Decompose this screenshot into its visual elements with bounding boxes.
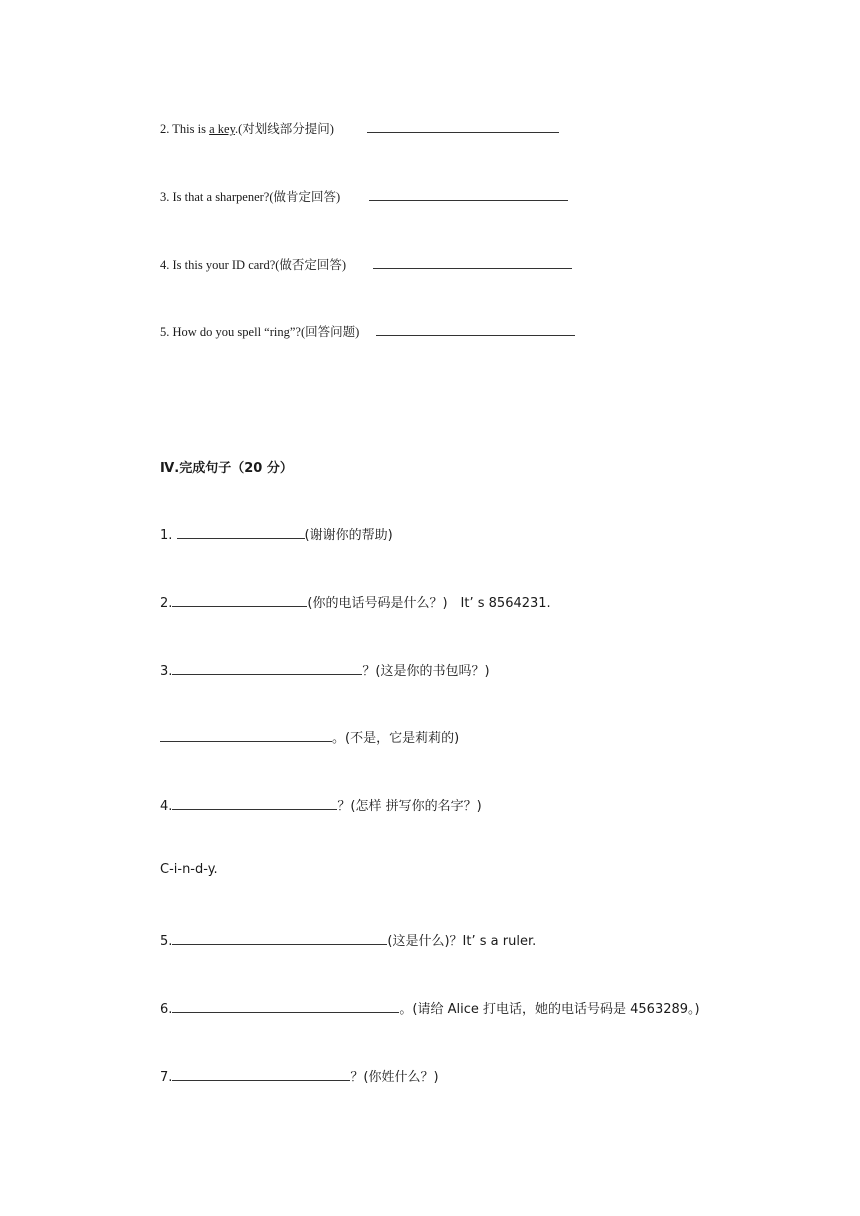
section-title xyxy=(160,457,293,476)
sentence-blank-2[interactable] xyxy=(172,594,307,607)
sentence-blank-4[interactable] xyxy=(172,797,337,810)
question-2-prefix: 2. This is xyxy=(160,122,210,136)
sentence-blank-6[interactable] xyxy=(172,1000,399,1013)
question-3-text: 3. Is that a sharpener?(做肯定回答) xyxy=(160,190,341,204)
sentence-3-answer-hint: 。(不是，它是莉莉的) xyxy=(332,731,460,746)
answer-blank-3[interactable] xyxy=(369,188,568,201)
sentence-4-answer xyxy=(160,862,218,877)
section-title-score: 20 xyxy=(244,461,263,476)
sentence-1-number: 1. xyxy=(160,528,177,543)
sentence-3-hint: ？(这是你的书包吗？) xyxy=(362,664,490,679)
sentence-6-hint: 。(请给 Alice 打电话，她的电话号码是 4563289。) xyxy=(399,1002,700,1017)
question-4 xyxy=(160,255,572,273)
sentence-blank-1[interactable] xyxy=(177,526,305,539)
question-2 xyxy=(160,119,559,137)
sentence-blank-5[interactable] xyxy=(172,932,387,945)
sentence-5 xyxy=(160,930,536,949)
answer-blank-2[interactable] xyxy=(367,120,559,133)
section-title-suffix: 分） xyxy=(262,461,293,476)
answer-blank-4[interactable] xyxy=(373,256,572,269)
question-2-underlined: a key xyxy=(209,122,236,136)
question-5-text: 5. How do you spell “ring”?(回答问题) xyxy=(160,325,360,339)
sentence-2 xyxy=(160,592,551,611)
sentence-7 xyxy=(160,1066,439,1085)
sentence-2-hint: (你的电话号码是什么？) It’ s 8564231. xyxy=(307,596,551,611)
sentence-5-hint: (这是什么)？It’ s a ruler. xyxy=(387,934,537,949)
question-2-suffix: .(对划线部分提问) xyxy=(235,122,334,136)
sentence-4-answer-text: C-i-n-d-y. xyxy=(160,862,218,877)
sentence-6-number: 6. xyxy=(160,1002,173,1017)
question-4-text: 4. Is this your ID card?(做否定回答) xyxy=(160,258,347,272)
sentence-3-answer xyxy=(160,727,459,746)
question-5 xyxy=(160,322,575,340)
sentence-3-number: 3. xyxy=(160,664,173,679)
sentence-1-hint: (谢谢你的帮助) xyxy=(304,528,393,543)
sentence-blank-3[interactable] xyxy=(172,662,362,675)
sentence-6 xyxy=(160,998,700,1017)
sentence-4 xyxy=(160,795,482,814)
sentence-3 xyxy=(160,660,490,679)
sentence-7-hint: ？(你姓什么？) xyxy=(350,1070,439,1085)
sentence-blank-7[interactable] xyxy=(172,1068,350,1081)
section-title-prefix: Ⅳ.完成句子（ xyxy=(160,461,245,476)
sentence-4-hint: ？(怎样 拼写你的名字？) xyxy=(337,799,482,814)
sentence-4-number: 4. xyxy=(160,799,173,814)
sentence-blank-3b[interactable] xyxy=(160,729,332,742)
sentence-7-number: 7. xyxy=(160,1070,173,1085)
sentence-5-number: 5. xyxy=(160,934,173,949)
question-3 xyxy=(160,187,568,205)
sentence-2-number: 2. xyxy=(160,596,173,611)
sentence-1 xyxy=(160,524,393,543)
answer-blank-5[interactable] xyxy=(376,323,575,336)
